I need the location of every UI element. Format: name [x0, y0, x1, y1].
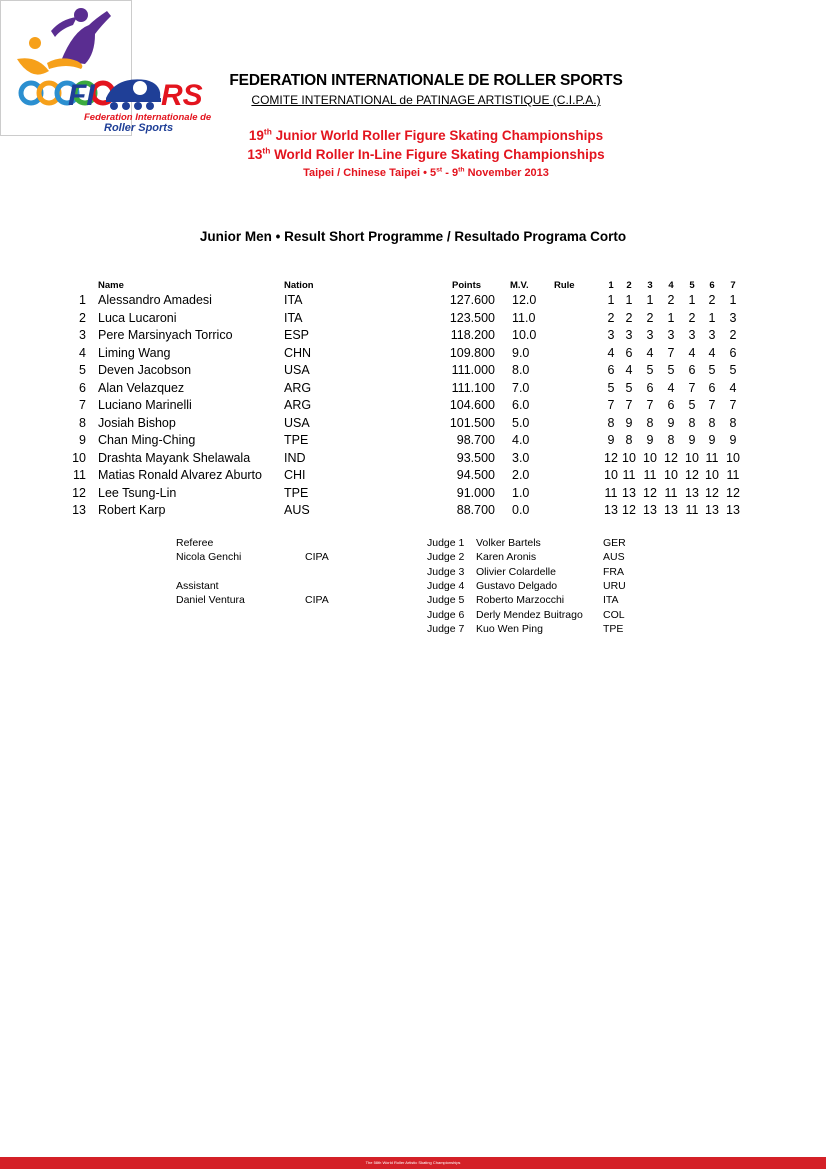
header-rule: Rule — [554, 280, 575, 291]
judge-3-placing-cell: 8 — [646, 415, 654, 430]
championship-emblem: The 58th World Roller Artistic Skating Championships — [0, 0, 132, 136]
judge-1-placing-cell: 6 — [607, 363, 615, 377]
judge-1-placing-cell: 10 — [604, 468, 618, 482]
points-cell: 104.600 — [449, 398, 495, 412]
judge-7-placing-cell: 11 — [726, 468, 740, 482]
mv-cell: 12.0 — [512, 293, 537, 307]
date-range-text: - 9 — [442, 167, 459, 179]
judge-3-placing-cell: 5 — [646, 363, 654, 377]
assistant-name: Daniel Ventura — [176, 594, 245, 606]
judge-label: Judge 4 — [427, 579, 465, 592]
table-row — [0, 345, 826, 362]
judge-1-placing-cell: 12 — [604, 450, 618, 465]
header-judge-2: 2 — [626, 280, 632, 291]
rank-cell: 6 — [79, 380, 86, 395]
nation-cell: TPE — [284, 485, 309, 500]
championship-venue-dates — [226, 167, 626, 179]
judge-4-placing-cell: 4 — [667, 380, 675, 395]
table-row — [0, 397, 826, 414]
champ2-number: 13 — [247, 147, 263, 162]
judge-1-placing-cell: 2 — [607, 310, 615, 325]
points-cell: 111.000 — [451, 363, 495, 377]
champ2-suffix: th — [262, 145, 271, 156]
judge-1-placing-cell: 4 — [607, 345, 615, 360]
skater-name-cell: Lee Tsung-Lin — [98, 485, 177, 500]
judge-name: Derly Mendez Buitrago — [476, 608, 583, 621]
rank-cell: 1 — [79, 293, 86, 307]
mv-cell: 6.0 — [512, 398, 530, 412]
skater-name-cell: Alessandro Amadesi — [98, 293, 212, 307]
judge-name: Kuo Wen Ping — [476, 622, 543, 635]
skater-name-cell: Chan Ming-Ching — [98, 433, 196, 447]
judge-nation: ITA — [603, 594, 619, 607]
judge-2-placing-cell: 5 — [625, 380, 633, 395]
points-cell: 123.500 — [449, 310, 495, 325]
skater-name-cell: Matias Ronald Alvarez Aburto — [98, 468, 262, 482]
mv-cell: 1.0 — [512, 485, 530, 500]
nation-cell: ARG — [284, 398, 312, 412]
judge-6-placing-cell: 6 — [708, 380, 716, 395]
judge-4-placing-cell: 1 — [667, 310, 675, 325]
judge-7-placing-cell: 8 — [729, 415, 737, 430]
mv-cell: 8.0 — [512, 363, 530, 377]
judge-7-placing-cell: 13 — [726, 503, 740, 517]
points-cell: 109.800 — [449, 345, 495, 360]
judge-3-placing-cell: 4 — [646, 345, 654, 360]
judge-1-placing-cell: 8 — [607, 415, 615, 430]
judge-7-placing-cell: 10 — [726, 450, 740, 465]
judge-6-placing-cell: 11 — [705, 450, 719, 465]
judge-3-placing-cell: 9 — [646, 433, 654, 447]
rank-cell: 2 — [79, 310, 86, 325]
judge-5-placing-cell: 9 — [688, 433, 696, 447]
judge-name: Olivier Colardelle — [476, 565, 556, 578]
judge-name: Karen Aronis — [476, 551, 537, 564]
rank-cell: 3 — [79, 328, 86, 342]
judge-2-placing-cell: 10 — [622, 450, 636, 465]
nation-cell: IND — [284, 450, 306, 465]
skater-name-cell: Luca Lucaroni — [98, 310, 177, 325]
judge-6-placing-cell: 12 — [705, 485, 719, 500]
assistant-label: Assistant — [176, 580, 219, 592]
rank-cell: 13 — [72, 503, 86, 517]
mv-cell: 2.0 — [512, 468, 530, 482]
nation-cell: USA — [284, 363, 310, 377]
judge-5-placing-cell: 10 — [685, 450, 699, 465]
header-name: Name — [98, 280, 124, 291]
judge-5-placing-cell: 12 — [685, 468, 699, 482]
event-title: Junior Men • Result Short Programme / Resultado Programa Corto — [199, 229, 627, 244]
judge-3-placing-cell: 13 — [643, 503, 657, 517]
mv-cell: 11.0 — [512, 310, 536, 325]
judge-3-placing-cell: 1 — [646, 293, 654, 307]
skater-name-cell: Luciano Marinelli — [98, 398, 192, 412]
venue-text: Taipei / Chinese Taipei • 5 — [303, 167, 437, 179]
nation-cell: ITA — [284, 293, 303, 307]
judge-3-placing-cell: 10 — [643, 450, 657, 465]
rank-cell: 12 — [72, 485, 86, 500]
table-row — [0, 450, 826, 467]
table-row — [0, 432, 826, 449]
header-judge-1: 1 — [608, 280, 614, 291]
judge-2-placing-cell: 9 — [625, 415, 633, 430]
table-row — [0, 362, 826, 379]
judge-6-placing-cell: 2 — [708, 293, 716, 307]
champ1-text: Junior World Roller Figure Skating Championships — [271, 128, 604, 143]
header-nation: Nation — [284, 280, 314, 291]
judge-4-placing-cell: 8 — [667, 433, 675, 447]
points-cell: 98.700 — [456, 433, 495, 447]
judge-7-placing-cell: 2 — [729, 328, 737, 342]
points-cell: 94.500 — [456, 468, 495, 482]
mv-cell: 10.0 — [512, 328, 537, 342]
judge-6-placing-cell: 4 — [708, 345, 716, 360]
table-row — [0, 327, 826, 344]
end-suffix: th — [458, 166, 465, 174]
firs-logo-roller-skate-icon — [66, 68, 222, 134]
judge-label: Judge 3 — [427, 565, 465, 578]
judge-2-placing-cell: 6 — [625, 345, 633, 360]
svg-text:RS: RS — [161, 79, 203, 112]
mv-cell: 3.0 — [512, 450, 530, 465]
points-cell: 118.200 — [450, 328, 495, 342]
judge-nation: GER — [603, 537, 626, 549]
champ2-text: World Roller In-Line Figure Skating Championships — [270, 147, 605, 162]
nation-cell: ESP — [284, 328, 310, 342]
judge-6-placing-cell: 10 — [705, 468, 719, 482]
judge-4-placing-cell: 12 — [664, 450, 678, 465]
judge-3-placing-cell: 3 — [646, 328, 654, 342]
judge-nation: AUS — [603, 551, 625, 564]
table-row — [0, 415, 826, 432]
judge-6-placing-cell: 3 — [708, 328, 716, 342]
rank-cell: 5 — [79, 363, 86, 377]
judge-3-placing-cell: 11 — [643, 468, 657, 482]
header-mv: M.V. — [510, 280, 529, 291]
judge-2-placing-cell: 8 — [625, 433, 633, 447]
rank-cell: 9 — [79, 433, 86, 447]
mv-cell: 4.0 — [512, 433, 530, 447]
judge-4-placing-cell: 6 — [667, 398, 675, 412]
nation-cell: USA — [284, 415, 310, 430]
rank-cell: 4 — [79, 345, 86, 360]
org-subtitle: COMITE INTERNATIONAL de PATINAGE ARTISTIQUE (C.I.P.A.) — [251, 93, 601, 107]
judge-label: Judge 7 — [427, 622, 465, 635]
judge-2-placing-cell: 11 — [622, 468, 636, 482]
mv-cell: 9.0 — [512, 345, 530, 360]
header-judge-7: 7 — [730, 280, 736, 291]
judge-2-placing-cell: 3 — [625, 328, 633, 342]
judge-6-placing-cell: 13 — [705, 503, 719, 517]
skater-name-cell: Liming Wang — [98, 345, 171, 360]
judge-name: Volker Bartels — [476, 537, 541, 549]
judge-6-placing-cell: 8 — [708, 415, 716, 430]
points-cell: 111.100 — [451, 380, 495, 395]
judge-3-placing-cell: 7 — [646, 398, 654, 412]
judge-7-placing-cell: 4 — [729, 380, 737, 395]
judge-1-placing-cell: 13 — [604, 503, 618, 517]
judge-6-placing-cell: 1 — [708, 310, 716, 325]
judge-5-placing-cell: 5 — [688, 398, 696, 412]
judge-5-placing-cell: 11 — [685, 503, 699, 517]
championship-title-1 — [226, 128, 626, 143]
skater-name-cell: Deven Jacobson — [98, 363, 192, 377]
start-suffix: st — [436, 166, 443, 174]
nation-cell: ITA — [284, 310, 303, 325]
rank-cell: 10 — [72, 450, 86, 465]
judge-4-placing-cell: 7 — [667, 345, 675, 360]
judge-4-placing-cell: 3 — [667, 328, 675, 342]
skater-name-cell: Drashta Mayank Shelawala — [98, 450, 251, 465]
mv-cell: 5.0 — [512, 415, 530, 430]
skater-name-cell: Josiah Bishop — [98, 415, 176, 430]
judge-4-placing-cell: 9 — [667, 415, 675, 430]
judge-6-placing-cell: 7 — [708, 398, 716, 412]
judge-1-placing-cell: 3 — [607, 328, 615, 342]
judge-5-placing-cell: 7 — [688, 380, 696, 395]
points-cell: 93.500 — [456, 450, 495, 465]
judge-7-placing-cell: 1 — [729, 293, 737, 307]
judge-4-placing-cell: 5 — [667, 363, 675, 377]
month-year-text: November 2013 — [464, 167, 549, 179]
judge-nation: FRA — [603, 565, 624, 578]
header-judge-4: 4 — [668, 280, 674, 291]
judge-7-placing-cell: 6 — [729, 345, 737, 360]
nation-cell: TPE — [284, 433, 309, 447]
judge-5-placing-cell: 3 — [688, 328, 696, 342]
table-row — [0, 292, 826, 309]
judge-4-placing-cell: 10 — [664, 468, 678, 482]
champ1-number: 19 — [248, 128, 264, 143]
judge-2-placing-cell: 4 — [625, 363, 633, 377]
judge-7-placing-cell: 9 — [729, 433, 737, 447]
nation-cell: CHN — [284, 345, 312, 360]
judge-nation: URU — [603, 579, 626, 592]
judge-3-placing-cell: 6 — [646, 380, 654, 395]
judge-label: Judge 6 — [427, 608, 465, 621]
referee-label: Referee — [176, 537, 214, 549]
judge-7-placing-cell: 12 — [726, 485, 740, 500]
header-judge-3: 3 — [647, 280, 653, 291]
judge-4-placing-cell: 11 — [664, 485, 678, 500]
judge-7-placing-cell: 3 — [729, 310, 737, 325]
svg-text:FI: FI — [68, 79, 95, 112]
referee-org: CIPA — [305, 551, 329, 563]
judge-7-placing-cell: 7 — [729, 398, 737, 412]
judge-1-placing-cell: 1 — [607, 293, 615, 307]
judge-1-placing-cell: 5 — [607, 380, 615, 395]
judge-4-placing-cell: 2 — [667, 293, 675, 307]
points-cell: 127.600 — [449, 293, 495, 307]
skater-name-cell: Pere Marsinyach Torrico — [98, 328, 233, 342]
table-row — [0, 485, 826, 502]
judge-3-placing-cell: 2 — [646, 310, 654, 325]
judge-1-placing-cell: 7 — [607, 398, 615, 412]
judge-4-placing-cell: 13 — [664, 503, 678, 517]
judge-2-placing-cell: 7 — [625, 398, 633, 412]
judge-1-placing-cell: 9 — [607, 433, 615, 447]
rank-cell: 7 — [79, 398, 86, 412]
judge-2-placing-cell: 1 — [625, 293, 633, 307]
header-judge-6: 6 — [709, 280, 715, 291]
header-judge-5: 5 — [689, 280, 695, 291]
org-title: FEDERATION INTERNATIONALE DE ROLLER SPORTS — [229, 72, 623, 89]
judge-label: Judge 5 — [427, 594, 465, 607]
table-row — [0, 467, 826, 484]
table-row — [0, 380, 826, 397]
judge-5-placing-cell: 13 — [685, 485, 699, 500]
judge-6-placing-cell: 9 — [708, 433, 716, 447]
judge-5-placing-cell: 2 — [688, 310, 696, 325]
judge-name: Gustavo Delgado — [476, 579, 558, 592]
rank-cell: 8 — [79, 415, 86, 430]
judge-2-placing-cell: 13 — [622, 485, 636, 500]
rank-cell: 11 — [73, 468, 86, 482]
judge-2-placing-cell: 12 — [622, 503, 636, 517]
table-row — [0, 310, 826, 327]
points-cell: 91.000 — [456, 485, 495, 500]
header-points: Points — [452, 280, 482, 291]
judge-nation: TPE — [603, 622, 624, 635]
judge-5-placing-cell: 4 — [688, 345, 696, 360]
nation-cell: AUS — [284, 503, 310, 517]
mv-cell: 0.0 — [512, 503, 530, 517]
points-cell: 101.500 — [449, 415, 495, 430]
assistant-org: CIPA — [305, 594, 329, 606]
judge-7-placing-cell: 5 — [729, 363, 737, 377]
svg-text:Roller Sports: Roller Sports — [104, 122, 174, 134]
judge-nation: COL — [603, 608, 625, 621]
table-row — [0, 502, 826, 519]
championship-title-2 — [226, 147, 626, 162]
svg-text:Federation Internationale de: Federation Internationale de — [84, 112, 212, 123]
judge-3-placing-cell: 12 — [643, 485, 657, 500]
champ1-suffix: th — [263, 126, 272, 137]
nation-cell: CHI — [284, 468, 306, 482]
mv-cell: 7.0 — [512, 380, 530, 395]
judge-5-placing-cell: 6 — [688, 363, 696, 377]
judge-5-placing-cell: 1 — [688, 293, 696, 307]
nation-cell: ARG — [284, 380, 312, 395]
skater-name-cell: Alan Velazquez — [98, 380, 185, 395]
judge-2-placing-cell: 2 — [625, 310, 633, 325]
points-cell: 88.700 — [456, 503, 495, 517]
referee-name: Nicola Genchi — [176, 551, 242, 563]
judge-label: Judge 2 — [427, 551, 465, 564]
skater-name-cell: Robert Karp — [98, 503, 166, 517]
judge-5-placing-cell: 8 — [688, 415, 696, 430]
judge-6-placing-cell: 5 — [708, 363, 716, 377]
firs-logo — [66, 68, 222, 134]
judge-name: Roberto Marzocchi — [476, 594, 565, 607]
judge-label: Judge 1 — [427, 537, 465, 549]
judge-1-placing-cell: 11 — [604, 485, 618, 500]
